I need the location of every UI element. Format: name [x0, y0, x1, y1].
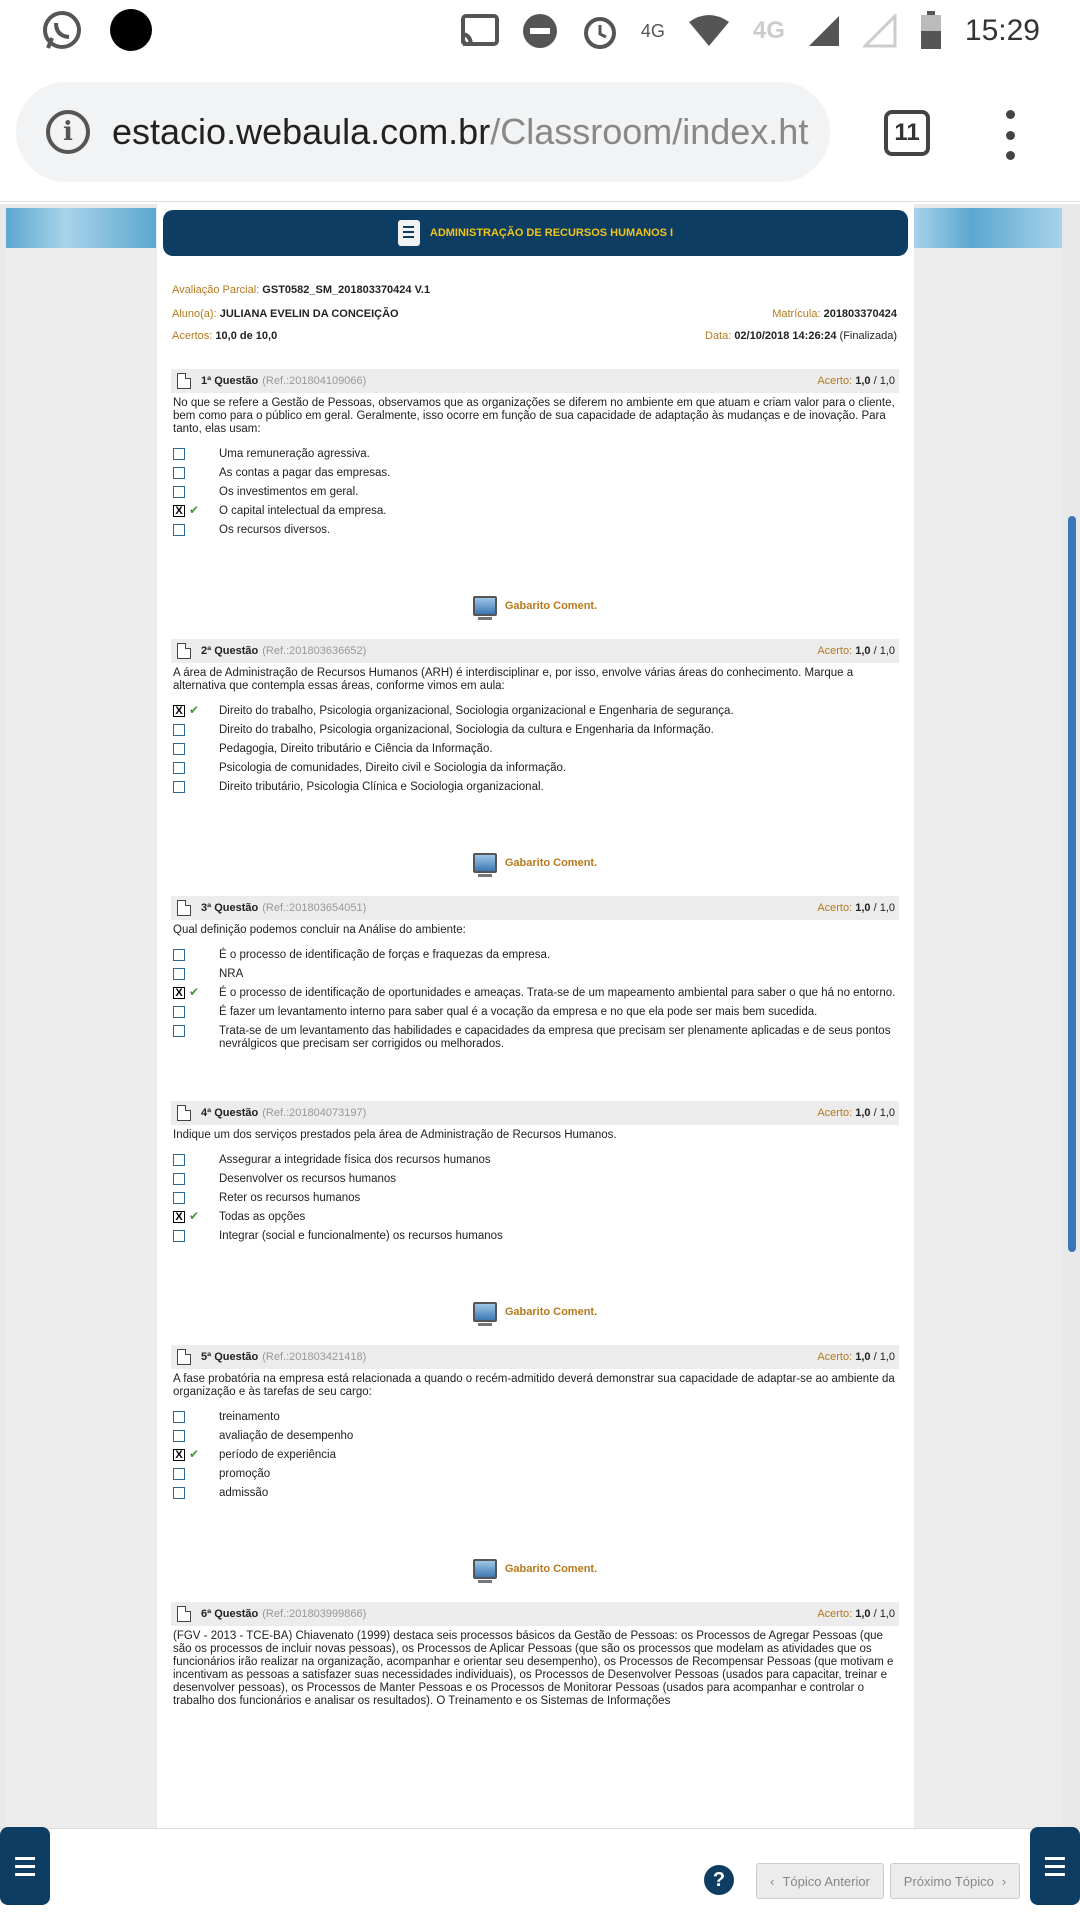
question: [171, 1602, 899, 1708]
eval-value: GST0582_SM_201803370424 V.1: [262, 284, 431, 296]
gabarito-link[interactable]: [171, 543, 899, 639]
score-value: 1,0: [855, 375, 871, 387]
answer-checkbox[interactable]: [173, 467, 185, 479]
question-list: [171, 369, 899, 1708]
chevron-right-icon: ›: [1001, 1873, 1007, 1889]
signal-empty-icon: [863, 14, 897, 48]
answer-option[interactable]: [173, 505, 899, 518]
option-label: Direito do trabalho, Psicologia organizacional, Sociologia da cultura e Engenharia da Informação.: [219, 724, 714, 736]
option-label: Os investimentos em geral.: [219, 486, 359, 498]
question-score: [817, 1602, 895, 1626]
bottom-nav: [0, 1828, 1080, 1920]
option-list: [171, 693, 899, 794]
student-info: [172, 308, 897, 320]
score-label: Acerto:: [817, 902, 853, 914]
option-label: treinamento: [219, 1411, 280, 1423]
score-max: / 1,0: [870, 902, 895, 914]
url-host: estacio.webaula.com.br: [112, 111, 491, 152]
option-list: [171, 1399, 899, 1500]
document-icon: [177, 1349, 191, 1365]
previous-topic-button[interactable]: [756, 1863, 884, 1899]
network-type-label: 4G: [752, 17, 785, 44]
question-text: Qual definição podemos concluir na Análise do ambiente:: [173, 924, 466, 936]
answer-checkbox[interactable]: [173, 968, 185, 980]
answer-option[interactable]: [173, 1192, 899, 1205]
answer-checkbox[interactable]: [173, 724, 185, 736]
option-label: Desenvolver os recursos humanos: [219, 1173, 397, 1185]
answer-checkbox[interactable]: X: [173, 1449, 185, 1461]
alarm-icon: [581, 12, 619, 50]
right-banner-decoration: [912, 208, 1062, 248]
answer-checkbox[interactable]: [173, 1173, 185, 1185]
date-info: [705, 330, 897, 342]
score-value: 1,0: [855, 902, 871, 914]
previous-topic-label: Tópico Anterior: [782, 1873, 870, 1889]
right-menu-button[interactable]: [1030, 1827, 1080, 1905]
score-value: 1,0: [855, 1107, 871, 1119]
left-banner-decoration: [6, 208, 156, 248]
question-title: 4ª Questão: [201, 1107, 259, 1119]
date-status: (Finalizada): [839, 330, 897, 342]
date-value: 02/10/2018 14:26:24: [734, 330, 837, 342]
monitor-icon: [473, 853, 497, 873]
answer-checkbox[interactable]: [173, 1430, 185, 1442]
enroll-label: Matrícula:: [772, 308, 821, 320]
question: [171, 1345, 899, 1602]
page-scrollbar[interactable]: [1068, 516, 1076, 1252]
wifi-icon: [687, 14, 731, 48]
document-icon: [177, 900, 191, 916]
question-header: [171, 639, 899, 663]
question-text: Indique um dos serviços prestados pela área de Administração de Recursos Humanos.: [173, 1129, 617, 1141]
option-list: [171, 937, 899, 1051]
question-header: [171, 1602, 899, 1626]
option-label: promoção: [219, 1468, 271, 1480]
question-score: [817, 639, 895, 663]
gabarito-label: Gabarito Coment.: [504, 600, 598, 612]
answer-option[interactable]: [173, 1487, 899, 1500]
option-label: Reter os recursos humanos: [219, 1192, 361, 1204]
gabarito-label: Gabarito Coment.: [504, 1563, 598, 1575]
question-score: [817, 896, 895, 920]
answer-option[interactable]: [173, 1211, 899, 1224]
chevron-left-icon: ‹: [770, 1873, 775, 1889]
question-text: A fase probatória na empresa está relacionada a quando o recém-admitido deverá demonstrar sua capacidade de adaptar-se ao ambiente da organização e às tarefas de seu cargo:: [173, 1373, 895, 1398]
question-ref: (Ref.:201803654051): [262, 902, 367, 914]
answer-option[interactable]: [173, 762, 899, 775]
answer-option[interactable]: [173, 1468, 899, 1481]
correct-check-icon: ✔: [189, 503, 200, 517]
score-max: / 1,0: [870, 1107, 895, 1119]
url-path: /Classroom/index.ht: [490, 111, 809, 152]
option-label: É o processo de identificação de forças e fraquezas da empresa.: [219, 949, 551, 961]
question-ref: (Ref.:201803421418): [262, 1351, 367, 1363]
evaluation-info: [172, 284, 897, 296]
question-title: 5ª Questão: [201, 1351, 259, 1363]
question: [171, 1101, 899, 1345]
answer-checkbox[interactable]: [173, 1411, 185, 1423]
correct-check-icon: ✔: [189, 703, 200, 717]
answer-option[interactable]: [173, 1430, 899, 1443]
clock: 15:29: [964, 14, 1040, 47]
answer-option[interactable]: [173, 743, 899, 756]
gabarito-link[interactable]: [171, 800, 899, 896]
tab-switcher-button[interactable]: 11: [884, 110, 930, 156]
score-label: Acerto:: [817, 375, 853, 387]
info-icon[interactable]: i: [46, 110, 90, 154]
question-score: [817, 1345, 895, 1369]
signal-icon: [807, 14, 841, 48]
question-ref: (Ref.:201803999866): [262, 1608, 367, 1620]
status-bar: [0, 0, 1080, 62]
document-icon: [177, 373, 191, 389]
browser-toolbar: [0, 62, 1080, 202]
score-label: Acerto:: [817, 645, 853, 657]
gabarito-label: Gabarito Coment.: [504, 1306, 598, 1318]
address-bar[interactable]: [16, 82, 830, 182]
option-list: [171, 1142, 899, 1243]
option-label: período de experiência: [219, 1449, 336, 1461]
question: [171, 369, 899, 639]
question-header: [171, 369, 899, 393]
question-score: [817, 1101, 895, 1125]
option-label: Assegurar a integridade física dos recursos humanos: [219, 1154, 491, 1166]
answer-checkbox[interactable]: [173, 1487, 185, 1499]
date-label: Data:: [704, 330, 732, 342]
question-title: 1ª Questão: [201, 375, 259, 387]
score-value: 1,0: [855, 1608, 871, 1620]
score-max: / 1,0: [870, 375, 895, 387]
answer-option[interactable]: [173, 1154, 899, 1167]
question-text: (FGV - 2013 - TCE-BA) Chiavenato (1999) destaca seis processos básicos da Gestão de Pessoas: os Processos de Agregar Pessoas (que são os processos de incluir novas pessoas), os Processos de Aplicar Pessoas (que são os processos que modelam as atividades que os funcionários irão realizar na organização, acompanhar e orientar seu desempenho), os Processos de Recompensar Pessoas (que motivam e incentivam as pessoas a satisfazer suas necessidades individuais), os Processos de Desenvolver Pessoas (usados para capacitar, treinar e desenvolver pessoas), os Processos de Manter Pessoas e os Processos de Monitorar Pessoas (usados para acompanhar e controlar o trabalho dos funcionários e analisar os resultados). O Treinamento e os Sistemas de Informações: [173, 1630, 894, 1707]
score-label: Acerto:: [817, 1351, 853, 1363]
cast-icon: [459, 14, 499, 48]
question: [171, 639, 899, 896]
student-name: JULIANA EVELIN DA CONCEIÇÃO: [219, 308, 399, 320]
score-label: Acerto:: [817, 1608, 853, 1620]
option-label: É fazer um levantamento interno para saber qual é a vocação da empresa e no que ela pode ser mais bem sucedida.: [219, 1006, 818, 1018]
whatsapp-icon: [40, 8, 84, 52]
volte-label: 4G: [640, 20, 665, 41]
exam-content: [157, 204, 914, 1828]
enroll-value: 201803370424: [823, 308, 897, 320]
option-list: [171, 436, 899, 537]
next-topic-label: Próximo Tópico: [903, 1873, 994, 1889]
document-icon: [177, 1105, 191, 1121]
option-label: Pedagogia, Direito tributário e Ciência da Informação.: [219, 743, 493, 755]
left-menu-button[interactable]: [0, 1827, 50, 1905]
option-label: Direito tributário, Psicologia Clínica e Sociologia organizacional.: [219, 781, 544, 793]
gabarito-link[interactable]: [171, 1506, 899, 1602]
question-text: No que se refere a Gestão de Pessoas, observamos que as organizações se diferem no ambiente em que atuam e criam valor para o cliente, bem como para o público em geral. Geralmente, isso ocorre em função de sua capacidade de adaptação às mudanças e de inovação. Para tanto, elas usam:: [173, 397, 895, 435]
answer-checkbox[interactable]: [173, 1230, 185, 1242]
web-page: [0, 204, 1080, 1828]
correct-check-icon: ✔: [189, 985, 200, 999]
option-label: Psicologia de comunidades, Direito civil e Sociologia da informação.: [219, 762, 567, 774]
answer-checkbox[interactable]: [173, 781, 185, 793]
answer-checkbox[interactable]: [173, 762, 185, 774]
answer-checkbox[interactable]: X: [173, 1211, 185, 1223]
answer-checkbox[interactable]: X: [173, 505, 185, 517]
score-value: 1,0: [855, 1351, 871, 1363]
spacer: [171, 1057, 899, 1101]
answer-checkbox[interactable]: [173, 1154, 185, 1166]
question-header: [171, 1345, 899, 1369]
answer-option[interactable]: [173, 1025, 899, 1051]
answer-option[interactable]: [173, 724, 899, 737]
score-label: Acertos:: [172, 330, 213, 342]
url-text[interactable]: [112, 111, 812, 153]
answer-option[interactable]: [173, 1173, 899, 1186]
option-label: Direito do trabalho, Psicologia organizacional, Sociologia organizacional e Engenharia de segurança.: [219, 705, 734, 717]
answer-checkbox[interactable]: [173, 1006, 185, 1018]
option-label: O capital intelectual da empresa.: [219, 505, 387, 517]
book-icon: [398, 220, 420, 246]
question-score: [817, 369, 895, 393]
battery-icon: [919, 11, 943, 51]
option-label: Trata-se de um levantamento das habilidades e capacidades da empresa que precisam ser plenamente aplicadas e de seus pontos nevrálgicos que precisam ser corrigidos ou melhorados.: [219, 1025, 891, 1050]
score-max: / 1,0: [870, 1608, 895, 1620]
answer-option[interactable]: [173, 486, 899, 499]
question-header: [171, 896, 899, 920]
answer-option[interactable]: [173, 705, 899, 718]
answer-checkbox[interactable]: [173, 1025, 185, 1037]
answer-option[interactable]: [173, 467, 899, 480]
gabarito-label: Gabarito Coment.: [504, 857, 598, 869]
question: [171, 896, 899, 1101]
question-header: [171, 1101, 899, 1125]
answer-checkbox[interactable]: [173, 1468, 185, 1480]
score-value: 1,0: [855, 645, 871, 657]
score-label: Acerto:: [817, 1107, 853, 1119]
question-title: 2ª Questão: [201, 645, 259, 657]
answer-checkbox[interactable]: X: [173, 987, 185, 999]
help-button[interactable]: ?: [704, 1865, 734, 1895]
option-label: É o processo de identificação de oportunidades e ameaças. Trata-se de um mapeamento ambiental para saber o que há no entorno.: [219, 987, 896, 999]
answer-checkbox[interactable]: [173, 524, 185, 536]
answer-option[interactable]: [173, 524, 899, 537]
option-label: Os recursos diversos.: [219, 524, 331, 536]
answer-checkbox[interactable]: [173, 1192, 185, 1204]
question-title: 6ª Questão: [201, 1608, 259, 1620]
answer-checkbox[interactable]: [173, 949, 185, 961]
answer-option[interactable]: [173, 448, 899, 461]
answer-option[interactable]: [173, 1230, 899, 1243]
eval-label: Avaliação Parcial:: [172, 284, 260, 296]
monitor-icon: [473, 1302, 497, 1322]
option-label: Uma remuneração agressiva.: [219, 448, 370, 460]
notification-dot-icon: [110, 9, 152, 51]
browser-menu-icon[interactable]: [1000, 110, 1020, 160]
left-margin: [6, 248, 156, 1828]
next-topic-button[interactable]: [890, 1863, 1020, 1899]
answer-option[interactable]: [173, 1411, 899, 1424]
answer-checkbox[interactable]: [173, 486, 185, 498]
score-max: / 1,0: [870, 1351, 895, 1363]
score-info: [172, 330, 897, 342]
question-ref: (Ref.:201804073197): [262, 1107, 367, 1119]
option-label: avaliação de desempenho: [219, 1430, 354, 1442]
correct-check-icon: ✔: [189, 1209, 200, 1223]
option-label: Todas as opções: [219, 1211, 306, 1223]
document-icon: [177, 643, 191, 659]
answer-option[interactable]: [173, 968, 899, 981]
monitor-icon: [473, 596, 497, 616]
enrollment-info: [772, 308, 897, 320]
question-ref: (Ref.:201803636652): [262, 645, 367, 657]
document-icon: [177, 1606, 191, 1622]
monitor-icon: [473, 1559, 497, 1579]
question-ref: (Ref.:201804109066): [262, 375, 367, 387]
course-title: ADMINISTRAÇÃO DE RECURSOS HUMANOS I: [429, 227, 674, 239]
score-max: / 1,0: [870, 645, 895, 657]
option-label: As contas a pagar das empresas.: [219, 467, 391, 479]
gabarito-link[interactable]: [171, 1249, 899, 1345]
answer-option[interactable]: [173, 781, 899, 794]
answer-option[interactable]: [173, 1006, 899, 1019]
answer-option[interactable]: [173, 1449, 899, 1462]
answer-checkbox[interactable]: [173, 448, 185, 460]
question-title: 3ª Questão: [201, 902, 259, 914]
option-label: admissão: [219, 1487, 269, 1499]
answer-checkbox[interactable]: X: [173, 705, 185, 717]
answer-option[interactable]: [173, 987, 899, 1000]
right-margin: [912, 248, 1062, 1828]
question-text: A área de Administração de Recursos Humanos (ARH) é interdisciplinar e, por isso, envolve várias áreas do conhecimento. Marque a alternativa que contempla essas áreas, conforme vimos em aula:: [173, 667, 854, 692]
answer-option[interactable]: [173, 949, 899, 962]
student-label: Aluno(a):: [172, 308, 217, 320]
option-label: Integrar (social e funcionalmente) os recursos humanos: [219, 1230, 503, 1242]
answer-checkbox[interactable]: [173, 743, 185, 755]
score-value: 10,0 de 10,0: [215, 330, 278, 342]
correct-check-icon: ✔: [189, 1447, 200, 1461]
course-banner: [163, 210, 908, 256]
option-label: NRA: [219, 968, 244, 980]
do-not-disturb-icon: [521, 12, 559, 50]
